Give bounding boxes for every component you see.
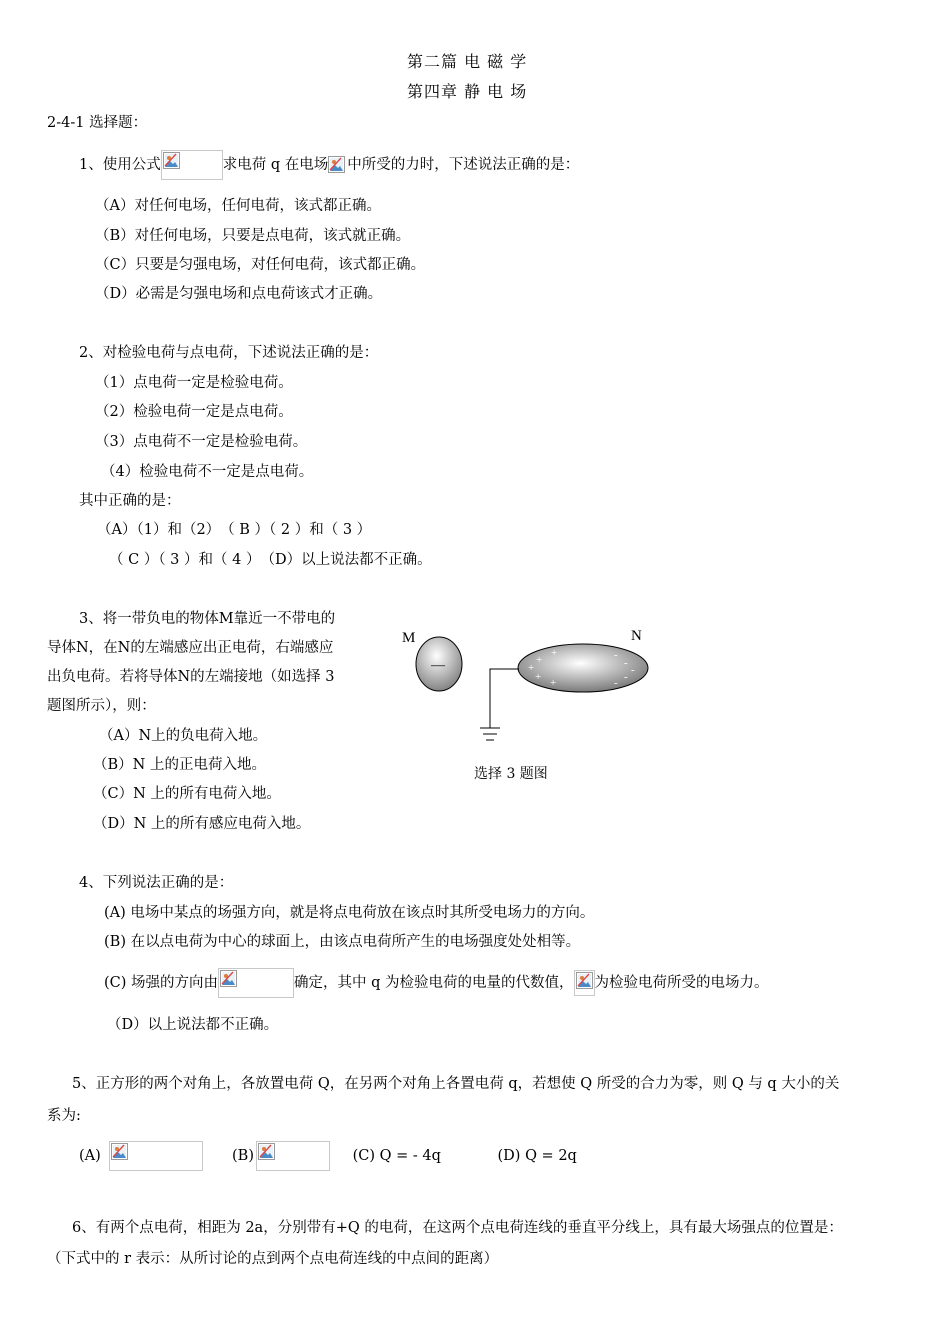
plus-charge: + xyxy=(551,647,558,659)
plus-charge: + xyxy=(536,654,543,666)
broken-image-icon xyxy=(258,1143,275,1160)
broken-image-icon xyxy=(111,1143,128,1160)
q2-item-1: （1）点电荷一定是检验电荷。 xyxy=(95,375,293,391)
q4-option-d: （D）以上说法都不正确。 xyxy=(107,1017,279,1033)
formula-image xyxy=(161,150,223,180)
force-symbol-image xyxy=(574,970,595,996)
minus-charge: - xyxy=(614,649,618,661)
q1-stem xyxy=(79,150,579,180)
q5-opt-c: (C) Q = - 4q xyxy=(352,1148,441,1164)
q2-stem: 2、对检验电荷与点电荷，下述说法正确的是： xyxy=(79,345,379,361)
q2-item-2: （2）检验电荷一定是点电荷。 xyxy=(95,404,293,420)
figure-caption: 选择 3 题图 xyxy=(474,766,548,782)
q2-ask: 其中正确的是： xyxy=(79,493,181,509)
q1-stem-b: 求电荷 q 在电场 xyxy=(222,157,329,173)
q4-c-part-b: 确定，其中 q 为检验电荷的电量的代数值， xyxy=(294,975,574,991)
broken-image-icon xyxy=(328,156,345,173)
q2-item-3: （3）点电荷不一定是检验电荷。 xyxy=(95,434,308,450)
q5-opt-b-label: (B) xyxy=(232,1148,254,1164)
q3-figure xyxy=(395,620,665,790)
q6-line-2: （下式中的 r 表示：从所讨论的点到两个点电荷连线的中点间的距离） xyxy=(47,1251,499,1267)
q1-stem-c: 中所受的力时，下述说法正确的是： xyxy=(347,157,580,173)
plus-charge: + xyxy=(535,671,542,683)
q3-line-3: 出负电荷。若将导体N的左端接地（如选择 3 xyxy=(47,669,335,685)
q6-line-1: 6、有两个点电荷，相距为 2a，分别带有+Q 的电荷，在这两个点电荷连线的垂直平分线上，具有最大场强点的位置是： xyxy=(72,1220,843,1236)
q5-options xyxy=(79,1141,577,1171)
q1-option-c: （C）只要是匀强电场，对任何电荷，该式都正确。 xyxy=(95,257,426,273)
label-m: M xyxy=(402,630,416,646)
label-n: N xyxy=(631,628,642,644)
broken-image-icon xyxy=(163,152,180,169)
q3-line-2: 导体N，在N的左端感应出正电荷，右端感应 xyxy=(47,640,334,656)
q5-line-1: 5、正方形的两个对角上，各放置电荷 Q，在另两个对角上各置电荷 q，若想使 Q 所受的合力为零，则 Q 与 q 大小的关 xyxy=(72,1076,840,1092)
formula-image xyxy=(256,1141,330,1171)
q3-line-4: 题图所示），则： xyxy=(47,698,156,714)
chapter-title: 第四章 静 电 场 xyxy=(407,82,528,101)
q5-opt-d: (D) Q = 2q xyxy=(497,1148,577,1164)
q4-c-part-c: 为检验电荷所受的电场力。 xyxy=(594,975,769,991)
q4-option-a: (A) 电场中某点的场强方向，就是将点电荷放在该点时其所受电场力的方向。 xyxy=(104,905,595,921)
q4-c-part-a: (C) 场强的方向由 xyxy=(104,975,219,991)
part-title: 第二篇 电 磁 学 xyxy=(407,52,528,71)
q4-option-c xyxy=(104,968,769,998)
minus-charge: - xyxy=(631,664,635,676)
q4-stem: 4、下列说法正确的是： xyxy=(79,875,234,891)
q3-option-c: （C）N 上的所有电荷入地。 xyxy=(93,786,281,802)
q5-opt-a-label: (A) xyxy=(79,1148,101,1164)
q1-option-a: （A）对任何电场，任何电荷，该式都正确。 xyxy=(95,198,381,214)
q5-line-2: 系为: xyxy=(47,1108,81,1124)
plus-charge: + xyxy=(528,662,535,674)
q2-options-line2: （ C ）（ 3 ）和（ 4 ） （D）以上说法都不正确。 xyxy=(109,552,432,568)
minus-charge: - xyxy=(624,671,628,683)
q3-line-1: 3、将一带负电的物体M靠近一不带电的 xyxy=(79,611,336,627)
q3-option-d: （D）N 上的所有感应电荷入地。 xyxy=(93,816,311,832)
conductor-n xyxy=(518,644,648,692)
m-charge-sign: — xyxy=(431,658,445,673)
plus-charge: + xyxy=(550,677,557,689)
field-symbol-image xyxy=(328,156,347,175)
ground-wire xyxy=(490,669,519,728)
q4-option-b: (B) 在以点电荷为中心的球面上，由该点电荷所产生的电场强度处处相等。 xyxy=(104,934,581,950)
formula-image xyxy=(109,1141,203,1171)
minus-charge: - xyxy=(624,657,628,669)
formula-image xyxy=(218,968,294,998)
q2-options-line1: （A）（1）和（2） （ B ）（ 2 ）和（ 3 ） xyxy=(97,522,372,538)
q1-option-b: （B）对任何电场，只要是点电荷，该式就正确。 xyxy=(95,228,411,244)
q1-stem-a: 1、使用公式 xyxy=(79,157,161,173)
q2-item-4: （4）检验电荷不一定是点电荷。 xyxy=(101,464,314,480)
q3-option-b: （B）N 上的正电荷入地。 xyxy=(93,757,266,773)
broken-image-icon xyxy=(576,972,593,989)
q3-option-a: （A）N上的负电荷入地。 xyxy=(99,728,268,744)
broken-image-icon xyxy=(220,970,237,987)
section-heading: 2-4-1 选择题： xyxy=(47,115,148,131)
minus-charge: - xyxy=(614,677,618,689)
q1-option-d: （D）必需是匀强电场和点电荷该式才正确。 xyxy=(95,286,383,302)
